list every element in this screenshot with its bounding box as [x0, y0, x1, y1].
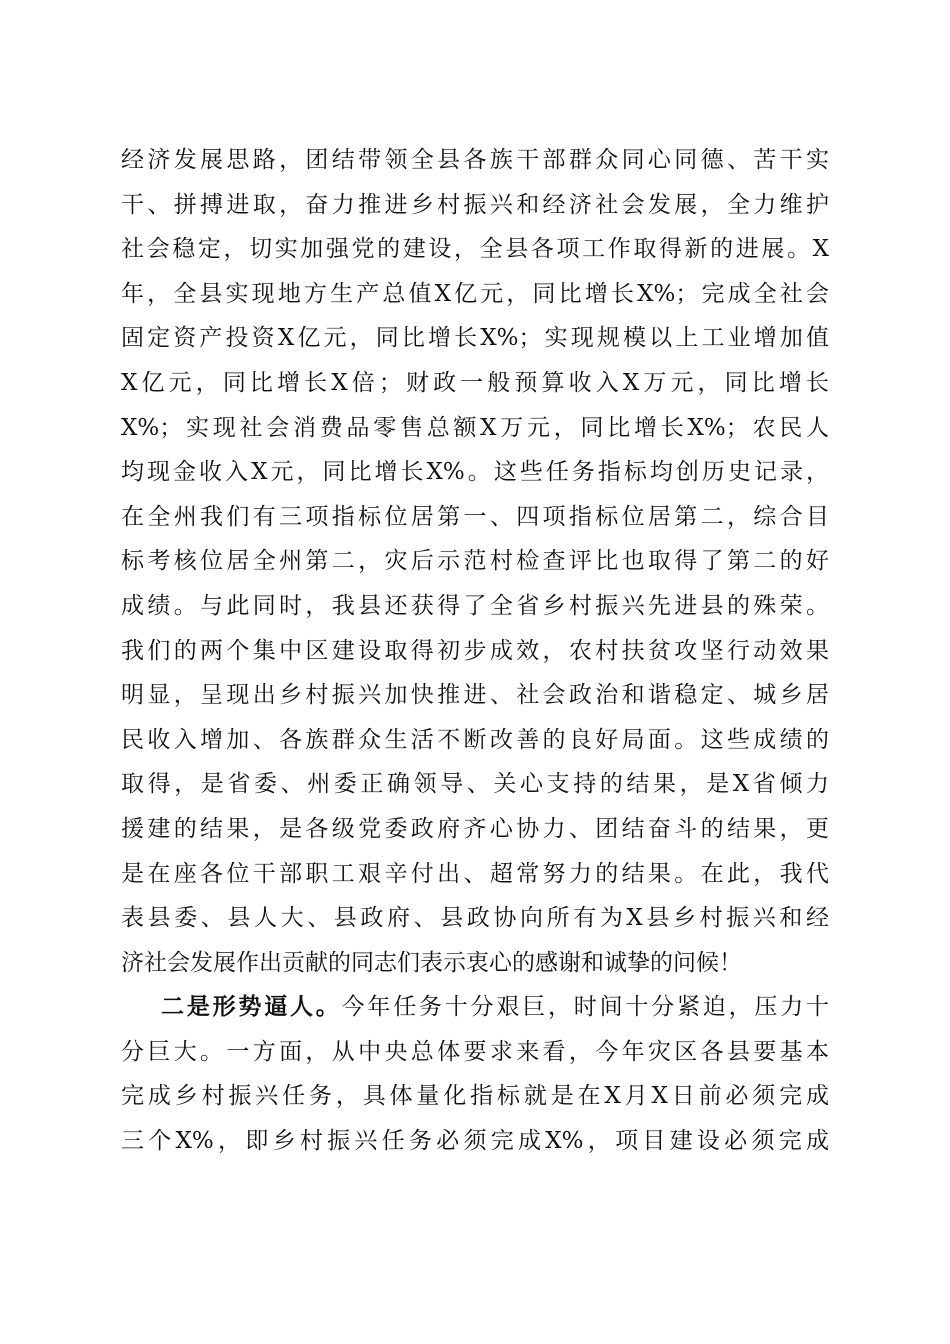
text-line: 年，全县实现地方生产总值X亿元，同比增长X%；完成全社会 — [121, 280, 829, 307]
paragraph-situation — [121, 985, 829, 1163]
text-line: 取得，是省委、州委正确领导、关心支持的结果，是X省倾力 — [121, 771, 829, 798]
text-line: 三个X%，即乡村振兴任务必须完成X%，项目建设必须完成 — [121, 1128, 829, 1155]
text-line: 分巨大。一方面，从中央总体要求来看，今年灾区各县要基本 — [121, 1038, 829, 1065]
text-line: 我们的两个集中区建设取得初步成效，农村扶贫攻坚行动效果 — [121, 637, 829, 664]
text-span: 今年任务十分艰巨，时间十分紧迫，压力十 — [341, 994, 830, 1021]
text-line: 社会稳定，切实加强党的建设，全县各项工作取得新的进展。X — [121, 236, 829, 263]
text-line: 明显，呈现出乡村振兴加快推进、社会政治和谐稳定、城乡居 — [121, 682, 829, 709]
text-line: 固定资产投资X亿元，同比增长X%；实现规模以上工业增加值 — [121, 325, 829, 352]
text-line: 完成乡村振兴任务，具体量化指标就是在X月X日前必须完成 — [121, 1083, 829, 1110]
text-line: 援建的结果，是各级党委政府齐心协力、团结奋斗的结果，更 — [121, 815, 829, 842]
text-line: 是在座各位干部职工艰辛付出、超常努力的结果。在此，我代 — [121, 860, 829, 887]
text-line: 济社会发展作出贡献的同志们表示衷心的感谢和诚挚的问候！ — [121, 949, 742, 976]
text-line: 经济发展思路，团结带领全县各族干部群众同心同德、苦干实 — [121, 147, 829, 173]
text-line: X亿元，同比增长X倍；财政一般预算收入X万元，同比增长 — [121, 369, 829, 396]
paragraph-lead-heading: 二是形势逼人。 — [161, 993, 342, 1021]
text-line: 民收入增加、各族群众生活不断改善的良好局面。这些成绩的 — [121, 726, 829, 753]
text-line: X%；实现社会消费品零售总额X万元，同比增长X%；农民人 — [121, 414, 829, 441]
body-text — [121, 138, 829, 1164]
text-line-first — [121, 985, 829, 1030]
text-line: 标考核位居全州第二，灾后示范村检查评比也取得了第二的好 — [121, 548, 829, 575]
paragraph-achievements — [121, 138, 829, 985]
text-line: 干、拼搏进取，奋力推进乡村振兴和经济社会发展，全力维护 — [121, 191, 829, 218]
text-line: 在全州我们有三项指标位居第一、四项指标位居第二，综合目 — [121, 503, 829, 530]
text-line: 均现金收入X元，同比增长X%。这些任务指标均创历史记录， — [121, 459, 829, 486]
text-line: 表县委、县人大、县政府、县政协向所有为X县乡村振兴和经 — [121, 905, 829, 932]
text-line: 成绩。与此同时，我县还获得了全省乡村振兴先进县的殊荣。 — [121, 592, 829, 619]
